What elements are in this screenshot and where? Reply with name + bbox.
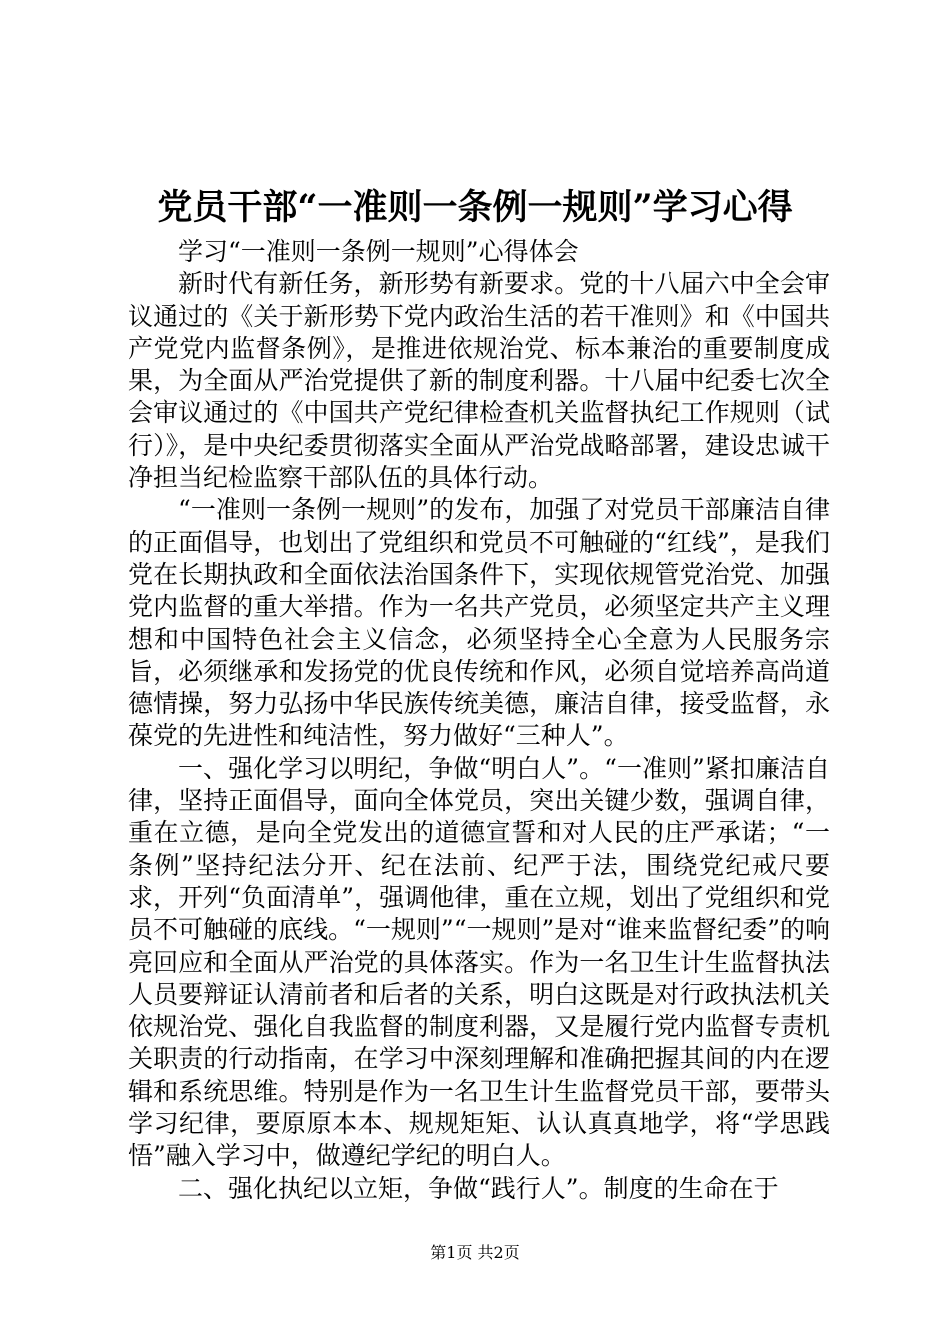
document-body <box>128 236 830 1205</box>
paragraph-3: 一、强化学习以明纪，争做“明白人”。“一准则”紧扣廉洁自律，坚持正面倡导，面向全体党员，突出关键少数，强调自律，重在立德，是向全党发出的道德宣誓和对人民的庄严承诺；“一条例”坚持纪法分开、纪在法前、纪严于法，围绕党纪戒尺要求，开列“负面清单”，强调他律，重在立规，划出了党组织和党员不可触碰的底线。“一规则”“一规则”是对“谁来监督纪委”的响亮回应和全面从严治党的具体落实。作为一名卫生计生监督执法人员要辩证认清前者和后者的关系，明白这既是对行政执法机关依规治党、强化自我监督的制度利器，又是履行党内监督专责机关职责的行动指南，在学习中深刻理解和准确把握其间的内在逻辑和系统思维。特别是作为一名卫生计生监督党员干部，要带头学习纪律，要原原本本、规规矩矩、认认真真地学，将“学思践悟”融入学习中，做遵纪学纪的明白人。 <box>128 753 830 1171</box>
paragraph-2: “一准则一条例一规则”的发布，加强了对党员干部廉洁自律的正面倡导，也划出了党组织和党员不可触碰的“红线”，是我们党在长期执政和全面依法治国条件下，实现依规管党治党、加强党内监督的重大举措。作为一名共产党员，必须坚定共产主义理想和中国特色社会主义信念，必须坚持全心全意为人民服务宗旨，必须继承和发扬党的优良传统和作风，必须自觉培养高尚道德情操，努力弘扬中华民族传统美德，廉洁自律，接受监督，永葆党的先进性和纯洁性，努力做好“三种人”。 <box>128 495 830 751</box>
document-title: 党员干部“一准则一条例一规则”学习心得 <box>157 187 793 228</box>
page-footer: 第1页 共2页 <box>430 1243 520 1262</box>
paragraph-4: 二、强化执纪以立矩，争做“践行人”。制度的生命在于 <box>178 1173 779 1203</box>
paragraph-1: 新时代有新任务，新形势有新要求。党的十八届六中全会审议通过的《关于新形势下党内政治生活的若干准则》和《中国共产党党内监督条例》，是推进依规治党、标本兼治的重要制度成果，为全面从严治党提供了新的制度利器。十八届中纪委七次全会审议通过的《中国共产党纪律检查机关监督执纪工作规则（试行）》，是中央纪委贯彻落实全面从严治党战略部署，建设忠诚干净担当纪检监察干部队伍的具体行动。 <box>128 269 830 493</box>
document-subtitle: 学习“一准则一条例一规则”心得体会 <box>178 237 579 266</box>
